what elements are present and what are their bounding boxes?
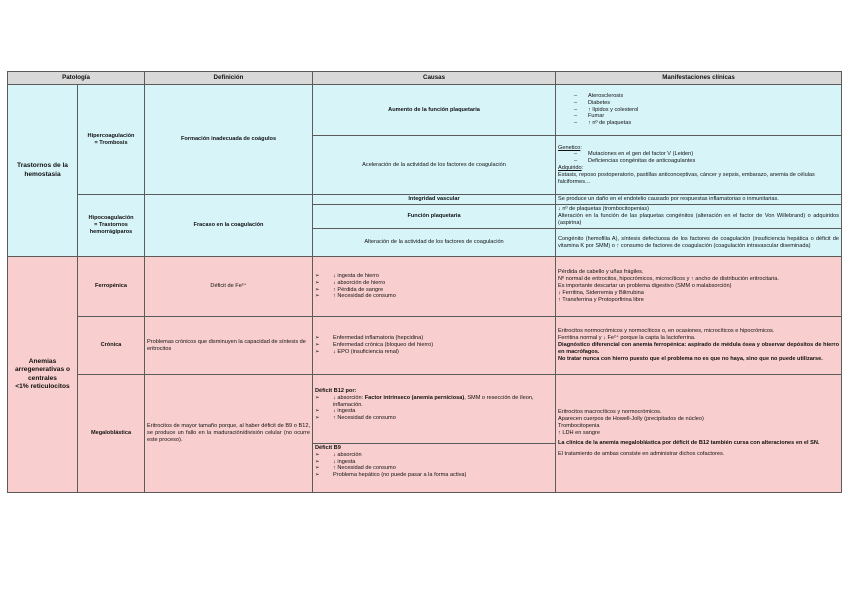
cronica-manif: Eritrocitos normocrómicos y normocíticos o, en ocasiones, microcíticos e hipocrómicos. Ferritina normal y ↓ Fe²⁺ porque la capta la lactoferrina. Diagnóstico diferencial con anemia ferropénica: aspirado de médula ósea y observar depósitos de hierro en macrófagos. No tratar nunca con hierro puesto que el problema no es que no haya, sino que no puede utilizarse. (556, 317, 842, 375)
header-patologia: Patología (8, 72, 145, 85)
hiper-causa-2: Aceleración de la actividad de los factores de coagulación (313, 136, 556, 195)
list-item: ➢ ↓ absorción (315, 452, 553, 459)
list-item: ➢ Problema hepático (no puede pasar a la forma activa) (315, 472, 553, 479)
megalo-definicion: Eritrocitos de mayor tamaño porque, al haber déficit de B9 o B12, se produce un fallo en la maduración/división celular (no ocurre este proceso). (145, 375, 313, 493)
ferropenica-label: Ferropénica (78, 257, 145, 317)
list-item: – Mutaciones en el gen del factor V (Leiden) (558, 151, 839, 158)
hipo-definicion: Fracaso en la coagulación (145, 195, 313, 257)
megalo-causas (313, 375, 556, 493)
list-item: ➢ ↑ Necesidad de consumo (315, 465, 553, 472)
header-causas: Causas (313, 72, 556, 85)
ferro-manif: Pérdida de cabello y uñas frágiles. Nº normal de eritrocitos, hipocrómicos, microcíticos y ↑ ancho de distribución eritrocitaria. Es importante descartar un problema digestivo (SMM o malabsorción) ↓ Ferritina, Siderremia y Bilirrubina ↑ Transferrina y Protoporfirina libre (556, 257, 842, 317)
hiper-definicion: Formación inadecuada de coágulos (145, 85, 313, 195)
hipo-causa-2: Función plaquetaria (313, 205, 556, 229)
list-item: ➢ ↓ absorción: Factor intrínseco (anemia perniciosa), SMM o resección de íleon, inflamación. (315, 395, 553, 409)
list-item: ➢ ↓ EPO (insuficiencia renal) (315, 349, 553, 356)
table-row (8, 85, 842, 136)
megalo-manif: Eritrocitos macrocíticos y normocrómicos. Aparecen cuerpos de Howell-Jolly (precipitados de núcleo) Trombocitopenia ↑ LDH en sangre La clínica de la anemia megaloblástica por déficit de B12 también cursa con alteraciones en el SN. El tratamiento de ambas consiste en administrar dichos cofactores. (556, 375, 842, 493)
hipo-manif-3: Congénito (hemofilia A), síntesis defectuosa de los factores de coagulación (insuficiencia hepática o déficit de vitamina K por SMM) o ↑ consumo de factores de coagulación (coagulación intravascular diseminada) (556, 229, 842, 257)
list-item: ➢ ↓ ingesta (315, 408, 553, 415)
list-item: ➢ Enfermedad inflamatoria (hepcidina) (315, 335, 553, 342)
list-item: ➢ ↓ ingesta (315, 459, 553, 466)
list-item: ➢ ↑ Pérdida de sangre (315, 287, 553, 294)
ferro-definicion: Déficit de Fe²⁺ (145, 257, 313, 317)
hipo-causa-1: Integridad vascular (313, 195, 556, 205)
hiper-causa-1: Aumento de la función plaquetaria (313, 85, 556, 136)
b9-block: Déficit B9 ➢ ↓ absorción ➢ ↓ ingesta ➢ ↑ Necesidad de consumo ➢ Problema hepático (no puede pasar a la forma activa) (313, 444, 555, 480)
hiper-manif-1 (556, 85, 842, 136)
hipocoagulacion-label: Hipocoagulación = Trastornos hemorrágiparos (78, 195, 145, 257)
table-row (8, 375, 842, 493)
list-item: – ↑ nº de plaquetas (558, 120, 839, 127)
megaloblastica-label: Megaloblástica (78, 375, 145, 493)
header-manifestaciones: Manifestaciones clínicas (556, 72, 842, 85)
hipo-manif-1: Se produce un daño en el endotelio causado por respuestas inflamatorias o inmunitarias. (556, 195, 842, 205)
table-row (8, 195, 842, 205)
header-definicion: Definición (145, 72, 313, 85)
list-item: ➢ ↓ absorción de hierro (315, 280, 553, 287)
list-item: – ↑ lípidos y colesterol (558, 107, 839, 114)
list-item: ➢ ↓ ingesta de hierro (315, 273, 553, 280)
list-item: ➢ ↑ Necesidad de consumo (315, 293, 553, 300)
hipercoagulacion-label: Hipercoagulación = Trombosis (78, 85, 145, 195)
cronica-causas (313, 317, 556, 375)
list-item: – Fumar (558, 113, 839, 120)
table-row (8, 257, 842, 317)
table-row (8, 317, 842, 375)
list-item: – Deficiencias congénitas de anticoagulantes (558, 158, 839, 165)
anemias-label: Anemias arregenerativas o centrales <1% reticulocitos (8, 257, 78, 493)
list-item: ➢ Enfermedad crónica (bloqueo del hierro) (315, 342, 553, 349)
hipo-causa-3: Alteración de la actividad de los factores de coagulación (313, 229, 556, 257)
hipo-manif-2: ↓ nº de plaquetas (trombocitopenias) Alteración en la función de las plaquetas congénitos (alteración en el factor de Von Willebrand) o adquiridos (aspirina) (556, 205, 842, 229)
pathology-table (7, 71, 842, 493)
cronica-label: Crónica (78, 317, 145, 375)
list-item: ➢ ↑ Necesidad de consumo (315, 415, 553, 422)
list-item: – Diabetes (558, 100, 839, 107)
ferro-causas (313, 257, 556, 317)
trastornos-hemostasia-label: Trastornos de la hemostasia (8, 85, 78, 257)
b12-block: Déficit B12 por: ➢ ↓ absorción: Factor intrínseco (anemia perniciosa), SMM o resección de íleon, inflamación. ➢ ↓ ingesta ➢ ↑ Necesidad de consumo (313, 387, 555, 444)
hiper-manif-2: Genetico: – Mutaciones en el gen del factor V (Leiden) – Deficiencias congénitas de anticoagulantes Adquirido: Estasis, reposo postoperatorio, pastillas anticonceptivas, cáncer y sepsis, embarazo, anemia de células falciformes… (556, 136, 842, 195)
cronica-definicion: Problemas crónicos que disminuyen la capacidad de síntesis de eritrocitos (145, 317, 313, 375)
header-row (8, 72, 842, 85)
list-item: – Aterosclerosis (558, 93, 839, 100)
